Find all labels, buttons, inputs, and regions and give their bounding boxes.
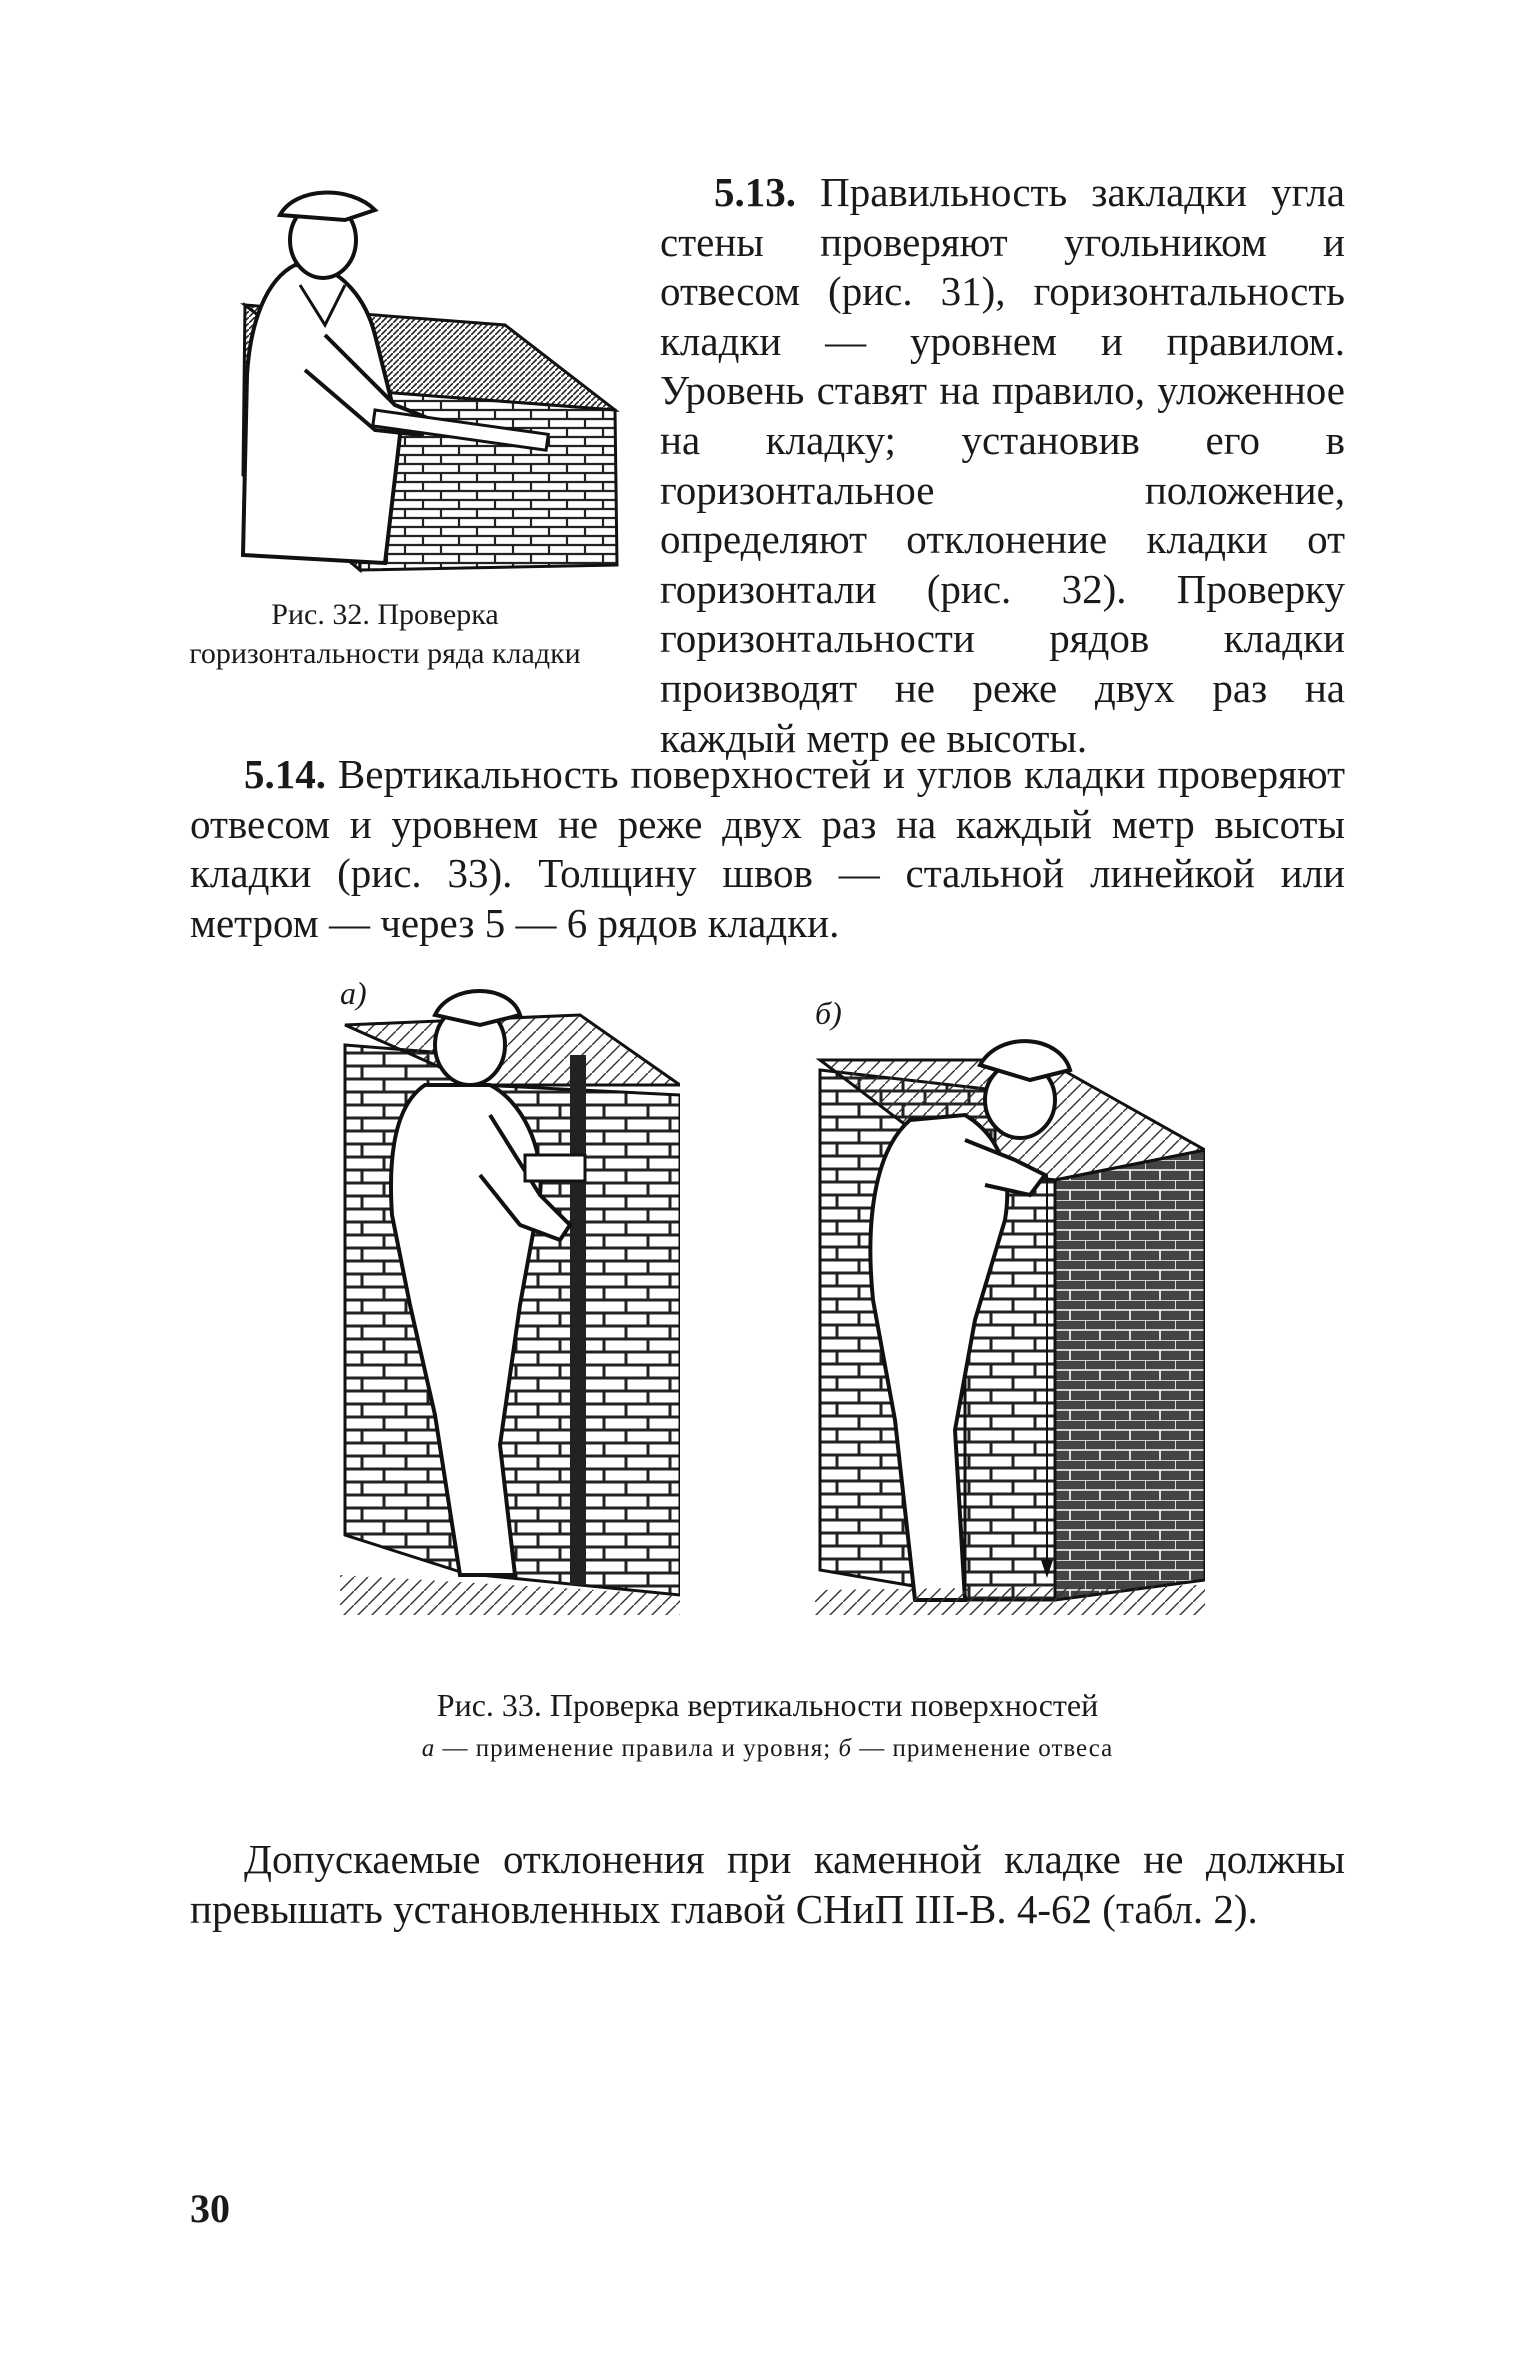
- page-number: 30: [190, 2186, 230, 2231]
- section-number-5-13: 5.13.: [714, 169, 796, 215]
- closing-paragraph: Допускаемые отклонения при каменной кладке не должны превышать установленных главой СНиП III-В. 4-62 (табл. 2).: [190, 1836, 1345, 1932]
- worker-with-level-illustration: [340, 975, 680, 1615]
- subcaption-letter-b: б: [838, 1735, 853, 1762]
- subcaption-letter-a: а: [421, 1735, 436, 1762]
- figure-32: [225, 185, 625, 580]
- figure-32-caption: Рис. 32. Проверка горизонтальности ряда кладки: [189, 598, 581, 670]
- paragraph-5-13: [660, 168, 1345, 763]
- subcaption-text-a: — применение правила и уровня;: [435, 1735, 839, 1762]
- paragraph-5-14-text: Вертикальность поверхностей и углов кладки проверяют отвесом и уровнем не реже двух раз на каждый метр высоты кладки (рис. 33). Толщину швов — стальной линейкой или метром — через 5 — 6 рядов кладки.: [190, 751, 1346, 946]
- worker-with-plumb-line-illustration: [815, 1000, 1205, 1615]
- figure-33b: [815, 1000, 1205, 1615]
- figure-33-caption: Рис. 33. Проверка вертикальности поверхностей: [436, 1687, 1099, 1723]
- section-number-5-14: 5.14.: [244, 751, 326, 797]
- subcaption-text-b: — применение отвеса: [852, 1735, 1114, 1762]
- mason-leveling-wall-illustration: [225, 185, 625, 580]
- figure-33a: [340, 975, 680, 1615]
- figure-33-label-a: а): [340, 975, 367, 1011]
- paragraph-5-13-text: Правильность закладки угла стены проверяют угольником и отвесом (рис. 31), горизонтальность кладки — уровнем и правилом. Уровень ставят на правило, уложенное на кладку; установив его в горизонтальное положение, определяют отклонение кладки от горизонтали (рис. 32). Проверку горизонтальности рядов кладки производят не реже двух раз на каждый метр ее высоты.: [660, 169, 1345, 761]
- figure-33-label-b: б): [815, 995, 842, 1031]
- paragraph-5-14: [190, 750, 1345, 948]
- figure-33-subcaption: [190, 1735, 1345, 1763]
